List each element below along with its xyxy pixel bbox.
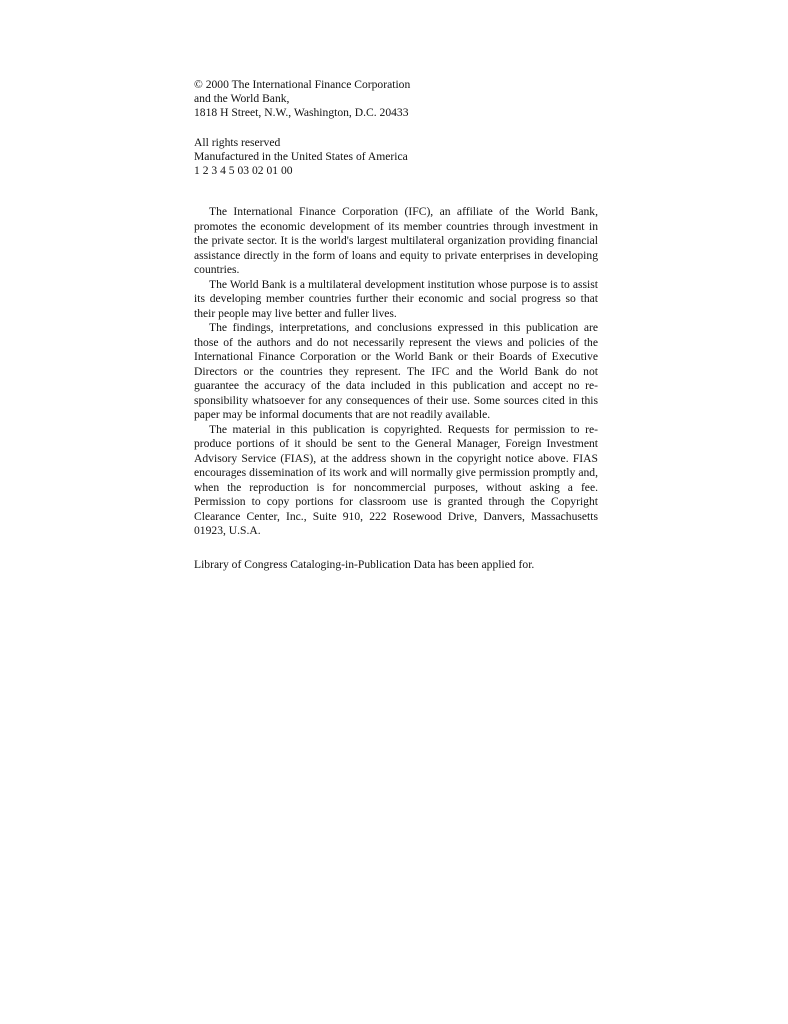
copyright-address-line: 1818 H Street, N.W., Washington, D.C. 20433 <box>194 106 409 120</box>
cip-line: Library of Congress Cataloging-in-Publication Data has been applied for. <box>194 558 535 571</box>
copyright-permission-paragraph: The material in this publication is copyrighted. Requests for permission to reproduce portions of it should be sent to the General Manager, Foreign Investment Advisory Service (FIAS), at the address shown in the copyright notice above. FIAS encourages dissemination of its work and will normally give permission promptly and, when the reproduction is for noncommercial purposes, without asking a fee. Permission to copy portions for classroom use is granted through the Copyright Clearance Center, Inc., Suite 910, 222 Rosewood Drive, Danvers, Massachusetts 01923, U.S.A. <box>194 422 598 537</box>
cataloging-data-note <box>194 558 598 572</box>
rights-notice <box>194 136 598 179</box>
printing-number-line: 1 2 3 4 5 03 02 01 00 <box>194 164 293 178</box>
findings-disclaimer-paragraph: The findings, interpretations, and conclusions expressed in this publication are those of the authors and do not necessarily represent the views and policies of the International Finance Corporation or the World Bank or their Boards of Executive Directors or the countries they represent. The IFC and the World Bank do not guarantee the accuracy of the data included in this publication and accept no responsibility whatsoever for any consequences of their use. Some sources cited in this paper may be informal documents that are not readily available. <box>194 321 598 421</box>
manufactured-line: Manufactured in the United States of America <box>194 150 408 164</box>
disclaimer-text <box>194 205 598 539</box>
ifc-description-paragraph: The International Finance Corporation (IFC), an affiliate of the World Bank, promotes the economic development of its member countries through investment in the private sector. It is the world's largest multilateral organization providing financial assistance directly in the form of loans and equity to private enterprises in developing countries. <box>194 205 598 276</box>
copyright-line: and the World Bank, <box>194 92 290 106</box>
rights-reserved-line: All rights reserved <box>194 136 281 149</box>
world-bank-description-paragraph: The World Bank is a multilateral development institution whose purpose is to assist its developing member countries further their economic and social progress so that their people may live better and fuller lives. <box>194 277 598 320</box>
copyright-notice <box>194 78 598 121</box>
copyright-line: © 2000 The International Finance Corporation <box>194 78 411 91</box>
